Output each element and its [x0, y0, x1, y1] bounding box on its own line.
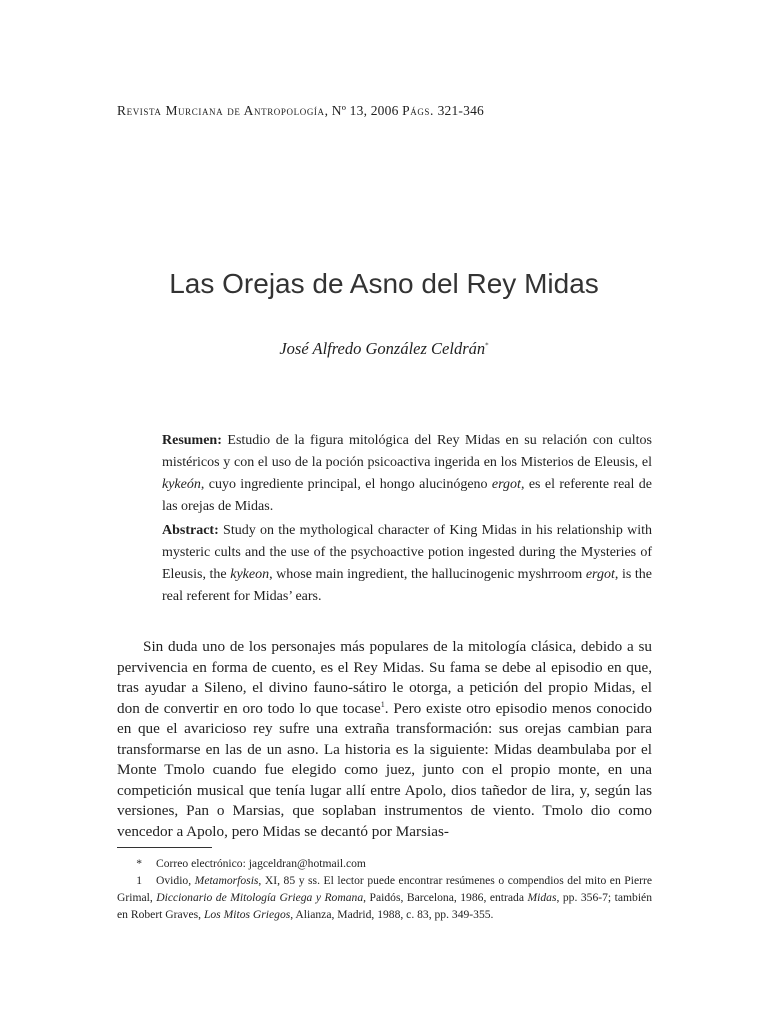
- abstract-label: Abstract:: [162, 523, 219, 538]
- resumen-text-1: Estudio de la figura mitológica del Rey Midas en su relación con cultos mistéricos y con el uso de la poción psicoactiva ingerida en los Misterios de Eleusis, el: [162, 433, 652, 470]
- resumen-label: Resumen:: [162, 433, 222, 448]
- body-paragraph: [117, 637, 652, 842]
- footnote-1-title-diccionario: Diccionario de Mitología Griega y Romana: [156, 891, 364, 904]
- resumen-term-ergot: ergot: [491, 477, 521, 492]
- footnote-1-text-2: , XI, 85 y ss. El lector puede encontrar resúmenes o compendios del mito en Pierre Grimal,: [117, 874, 652, 904]
- footnote-star: [117, 855, 652, 872]
- author-footnote-mark: *: [485, 341, 489, 350]
- footnote-1-text-5: , Alianza, Madrid, 1988, c. 83, pp. 349-355.: [290, 908, 494, 921]
- body-text-1: Sin duda uno de los personajes más populares de la mitología clásica, debido a su pervivencia en forma de cuento, es el Rey Midas. Su fama se debe al episodio en que, tras ayudar a Sileno, el divino fauno-sátiro le otorga, a petición del propio Midas, el don de convertir en oro todo lo que tocase: [117, 638, 652, 717]
- body-text-2: . Pero existe otro episodio menos conocido en que el avaricioso rey sufre una extraña transformación: sus orejas cambian para transformarse en las de un asno. La historia es la siguiente: Midas deambulaba por el Monte Tmolo cuando fue elegido como juez, junto con el propio monte, en una competición musical que tenía lugar allí entre Apolo, dios tañedor de lira, y, según las versiones, Pan o Marsias, que soplaban instrumentos de viento. Tmolo dio como vencedor a Apolo, pero Midas se decantó por Marsias-: [117, 699, 652, 840]
- resumen-text-3: , es el referente real de las orejas de Midas.: [162, 477, 652, 514]
- author-line: [0, 339, 768, 359]
- abstract-text-3: , is the real referent for Midas’ ears.: [162, 567, 652, 604]
- article-title: Las Orejas de Asno del Rey Midas: [169, 268, 599, 299]
- footnote-1-title-mitos: Los Mitos Griegos: [203, 908, 291, 921]
- pages-label: Págs.: [402, 103, 434, 118]
- footnote-1: [117, 872, 652, 923]
- footnotes: [117, 855, 652, 923]
- abstract-term-kykeon: kykeon: [230, 567, 270, 582]
- journal-name: Revista Murciana de Antropología: [117, 103, 325, 118]
- footnote-star-text: Correo electrónico: jagceldran@hotmail.com: [156, 857, 366, 870]
- footnote-ref-1: 1: [380, 699, 385, 709]
- footnote-1-text-1: Ovidio,: [156, 874, 195, 887]
- footnote-1-entry-midas: Midas: [527, 891, 557, 904]
- footnote-1-text-4: , pp. 356-7; también en Robert Graves,: [117, 891, 652, 921]
- abstract-term-ergot: ergot: [585, 567, 615, 582]
- resumen-term-kykeon: kykeón: [162, 477, 201, 492]
- footnote-1-text-3: , Paidós, Barcelona, 1986, entrada: [363, 891, 528, 904]
- footnote-1-title-metamorfosis: Metamorfosis: [194, 874, 259, 887]
- abstract-text-2: , whose main ingredient, the hallucinogenic myshrroom: [269, 567, 586, 582]
- footnote-1-mark: 1: [136, 874, 142, 887]
- footnote-star-mark: *: [136, 857, 142, 870]
- footnote-divider: [117, 847, 212, 848]
- resumen-text-2: , cuyo ingrediente principal, el hongo alucinógeno: [200, 477, 492, 492]
- journal-issue: , Nº 13, 2006: [324, 103, 399, 118]
- resumen-block: [162, 430, 652, 518]
- abstract-text-1: Study on the mythological character of King Midas in his relationship with mysteric cults and the use of the psychoactive potion ingested during the Mysteries of Eleusis, the: [162, 523, 652, 582]
- abstract-block: [162, 520, 652, 608]
- running-header: [117, 103, 484, 119]
- page-range: 321-346: [437, 103, 484, 118]
- author-name: José Alfredo González Celdrán: [279, 339, 486, 358]
